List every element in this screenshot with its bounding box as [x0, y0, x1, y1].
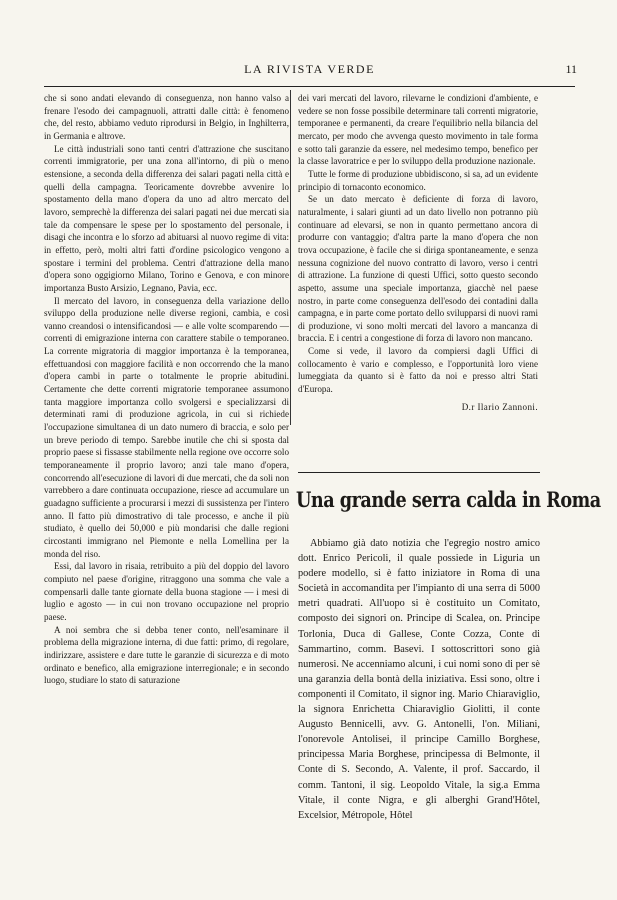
- right-column: [298, 92, 538, 413]
- paragraph: A noi sembra che si debba tener conto, nell'esaminare il problema della migrazione interna, di due fatti: primo, di regolare, indirizzare, assistere e dare tutte le garanzie di sicurezza e di moto ordinato e benefico, alla emigrazione interregionale; e in secondo luogo, studiare lo stato di saturazione: [44, 624, 289, 686]
- left-column: [44, 92, 289, 862]
- paragraph: Abbiamo già dato notizia che l'egregio nostro amico dott. Enrico Pericoli, il quale possiede in Liguria un podere modello, si è fatto iniziatore in Roma di una Società in accomandita per l'impianto di una serra di 5000 metri quadrati. All'uopo si è costituito un Comitato, composto dei signori on. Principe di Scalea, on. Principe Torlonia, Duca di Gallese, Conte Cozza, Conte di Sammartino, comm. Basevi. I sottoscrittori sono già numerosi. Ne accenniamo alcuni, i cui nomi sono di per sè una garanzia della bontà della iniziativa. Essi sono, oltre i componenti il Comitato, il signor ing. Mario Chiaraviglio, la signora Enrichetta Chiaraviglio Giolitti, il conte Augusto Bennicelli, avv. G. Antonelli, l'on. Miliani, l'onorevole Antolisei, il principe Camillo Borghese, principessa Maria Borghese, principessa di Belmonte, il Conte di S. Secondo, A. Valente, il prof. Saccardo, il comm. Tantoni, il sig. Leopoldo Vitale, la sig.a Emma Vitale, il conte Nigra, e gli alberghi Grand'Hôtel, Excelsior, Métropole, Hôtel: [298, 538, 540, 821]
- paragraph: Il mercato del lavoro, in conseguenza della variazione dello sviluppo della produzione nelle diverse regioni, cambia, e così vanno creandosi o intensificandosi — e alle volte scomparendo — correnti di emigrazione interna con carattere stabile o temporaneo. La corrente migratoria di maggior importanza è la temporanea, effettuandosi con maggiore facilità e non occorrendo che la mano d'opera cambi in parte o totalmente le proprie abitudini. Certamente che dette correnti migratorie temporanee assumono tanta maggiore importanza collo svolgersi e specializzarsi di determinati rami di produzione agricola, in cui si richiede l'occupazione simultanea di un dato numero di braccia, e solo per un breve periodo di tempo. Sarebbe inutile che chi si sposta dal proprio paese si fissasse stabilmente nella regione ove occorre solo temporaneamente il proprio lavoro; anzi tale mano d'opera, concorrendo all'esecuzione di lavori di due mercati, che da soli non varrebbero a dare continuata occupazione, riesce ad accumulare un guadagno sufficiente a procurarsi i mezzi di sussistenza per l'intero anno. Il fatto più dimostrativo di tale processo, e anche il più studiato, è quello dei 50,000 e più mondarisi che dalle regioni circostanti immigrano nel Piemonte e nella Lomellina per la monda del riso.: [44, 295, 289, 559]
- header-rule: [44, 86, 575, 87]
- paragraph: Come si vede, il lavoro da compiersi dagli Uffici di collocamento è vario e complesso, e l'opportunità loro viene lumeggiata da quanto si è fatto da noi e presso altri Stati d'Europa.: [298, 346, 538, 395]
- page-number: 11: [565, 62, 577, 76]
- paragraph: Se un dato mercato è deficiente di forza di lavoro, naturalmente, i salari giunti ad un dato livello non potranno più continuare ad elevarsi, se non in quanto permettano ancora di produrre con vantaggio; d'altra parte la mano d'opera che non trova occupazione, è facile che si diriga spontaneamente, e senza nessuna cognizione del nuovo contratto di lavoro, verso i centri di attrazione. La funzione di questi Uffici, sotto questo secondo aspetto, assume una speciale importanza, giacchè nel paese nostro, in parte come conseguenza dell'esodo dei contadini dalla campagna, e in parte come portato dello svilupparsi di nuovi rami di produzione, vi sono molti mercati del lavoro a mancanza di braccia. E i centri a congestione di forza di lavoro non mancano.: [298, 194, 538, 344]
- column-divider: [290, 90, 291, 425]
- article-body: [298, 536, 540, 823]
- paragraph: dei vari mercati del lavoro, rilevarne le condizioni d'ambiente, e vedere se non fosse possibile determinare tali correnti migratorie, temporanee e permanenti, da creare l'equilibrio nella bilancia del mercato, per modo che avvenga questo movimento in tale forma e sotto tali garanzie da essere, nel medesimo tempo, benefico per la classe lavoratrice e per lo sviluppo della produzione nazionale.: [298, 93, 538, 167]
- paragraph: che si sono andati elevando di conseguenza, non hanno valso a frenare l'esodo dei campagnuoli, attratti dalle città: è fenomeno che, del resto, abbiamo veduto riprodursi in Belgio, in Inghilterra, in Germania e altrove.: [44, 93, 289, 141]
- paragraph: Tutte le forme di produzione ubbidiscono, si sa, ad un evidente principio di tornaconto economico.: [298, 168, 538, 192]
- paragraph: Essi, dal lavoro in risaia, retribuito a più del doppio del lavoro compiuto nel paese d'origine, ritraggono una somma che vale a compensarli dalle tante giornate della buona stagione — i mesi di luglio e agosto — in cui non trovano occupazione nel proprio paese.: [44, 561, 289, 622]
- journal-title: LA RIVISTA VERDE: [244, 62, 375, 76]
- article-title: Una grande serra calda in Roma: [296, 488, 601, 513]
- running-header: [42, 62, 577, 80]
- paragraph: Le città industriali sono tanti centri d'attrazione che suscitano correnti immigratorie, per una zona all'intorno, di più o meno estensione, a seconda della differenza dei salari pagati nella città e quelli della campagna. Teoricamente dovrebbe avvenire lo spostamento della mano d'opera da uno ad altro mercato del lavoro, semprechè la differenza dei salari pagati nei due mercati sia tale da compensare le spese per lo spostamento del personale, i disagi che incontra e lo sforzo ad abituarsi al nuovo regime di vita: in effetto, però, molti altri fatti d'ordine psicologico vengono a spostare i termini del problema. Centri d'attrazione della mano d'opera sono oggigiorno Milano, Torino e Genova, e con minore importanza Busto Arsizio, Legnano, Pavia, ecc.: [44, 143, 289, 293]
- section-rule: [298, 472, 540, 473]
- author-signature: D.r Ilario Zannoni.: [461, 401, 538, 412]
